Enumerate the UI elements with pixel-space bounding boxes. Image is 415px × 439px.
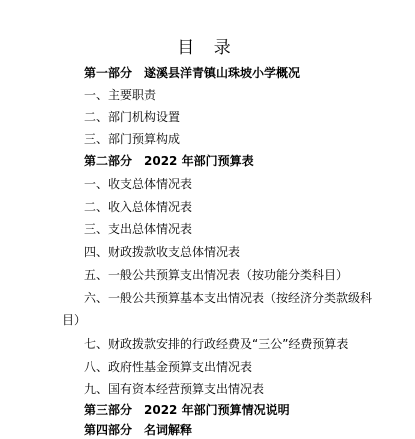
toc-part4-heading: 第四部分 名词解释 — [84, 423, 193, 437]
toc-part1-item-2: 二、部门机构设置 — [84, 110, 181, 124]
toc-part1-item-1: 一、主要职责 — [84, 88, 157, 102]
toc-part2-item-6: 六、一般公共预算基本支出情况表（按经济分类款级科 — [84, 291, 373, 305]
toc-part1-item-3: 三、部门预算构成 — [84, 132, 181, 146]
toc-part2-item-7: 七、财政拨款安排的行政经费及“三公”经费预算表 — [84, 337, 349, 351]
toc-part2-heading: 第二部分 2022 年部门预算表 — [84, 154, 254, 168]
toc-part2-item-8: 八、政府性基金预算支出情况表 — [84, 360, 253, 374]
toc-part3-heading: 第三部分 2022 年部门预算情况说明 — [84, 403, 290, 417]
toc-part2-item-4: 四、财政拨款收支总体情况表 — [84, 245, 241, 259]
toc-part2-item-9: 九、国有资本经营预算支出情况表 — [84, 382, 265, 396]
toc-part2-item-1: 一、收支总体情况表 — [84, 177, 193, 191]
toc-part2-item-5: 五、一般公共预算支出情况表（按功能分类科目） — [84, 268, 349, 282]
toc-part1-heading: 第一部分 遂溪县洋青镇山珠坡小学概况 — [84, 66, 301, 80]
toc-part2-item-6-continued: 目） — [62, 313, 87, 327]
toc-part2-item-3: 三、支出总体情况表 — [84, 222, 193, 236]
toc-part2-item-2: 二、收入总体情况表 — [84, 200, 193, 214]
toc-title: 目 录 — [177, 38, 238, 58]
